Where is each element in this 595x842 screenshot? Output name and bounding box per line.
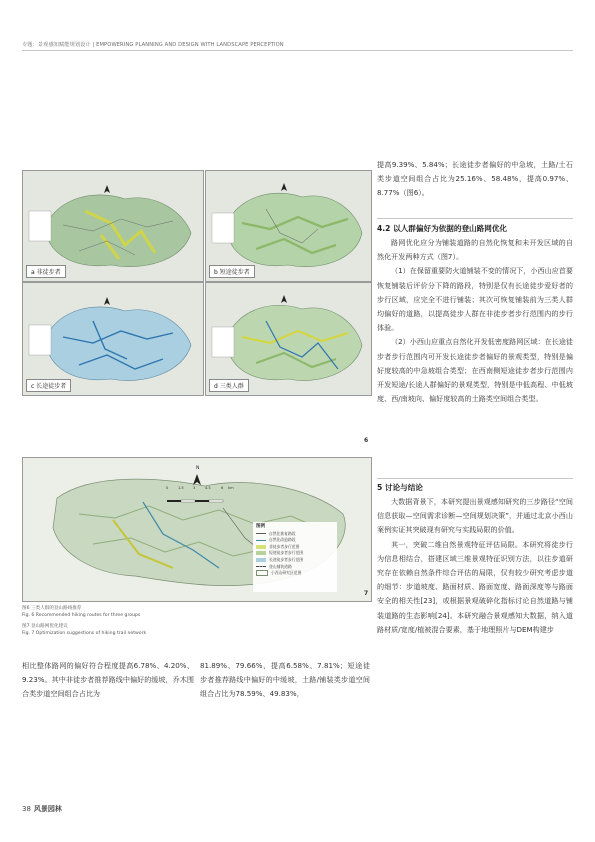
figure-7-number: 7 [364, 590, 369, 597]
fig7-map [22, 457, 372, 602]
legend-item: 自然化恢复路段 [256, 531, 336, 538]
paragraph: 路网优化应分为铺装道路的自然化恢复和未开发区域的自然化开发两种方式（图7）。 [377, 238, 573, 262]
right-text-block-2 [377, 236, 573, 406]
section-heading-4-2: 4.2 以人群偏好为依据的登山路网优化 [377, 224, 508, 233]
section-rule [377, 478, 573, 479]
legend-item: 小西山研究区范围 [256, 570, 336, 577]
scale-tick: 0 [166, 486, 169, 490]
journal-name: 风景园林 [33, 805, 62, 813]
scale-unit: km [228, 486, 234, 490]
paragraph: 提高9.39%、5.84%；长途徒步者偏好的中急坡，土路/土石类步道空间组合占比为25.16%、58.48%，提高0.97%、8.77%（图6）。 [377, 160, 573, 198]
section-heading-5: 5 讨论与结论 [377, 483, 423, 492]
right-text-block-1 [377, 158, 573, 201]
right-text-block-3 [377, 495, 573, 637]
panel-label-a: a 非徒步者 [26, 265, 66, 278]
panel-label-b: b 短途徒步者 [209, 265, 255, 278]
scale-tick: 4.5 [205, 486, 211, 490]
legend-item: 非徒步者步行范围 [256, 544, 336, 551]
paragraph: 大数据背景下，本研究提出景观感知研究的三步路径“空间信息获取—空间需求诊断—空间规划决策”，并通过北京小西山案例实证其突破现有研究与实践局限的价值。 [377, 497, 573, 535]
bottom-left-column [22, 659, 194, 702]
scale-tick: 6 [221, 486, 224, 490]
legend-item: 长途徒步者步行范围 [256, 557, 336, 564]
legend-title: 图例 [256, 524, 266, 529]
caption-fig6-cn: 图6 三类人群的登山路线推荐 [22, 606, 82, 611]
legend-item: 登山铺装道路 [256, 564, 336, 571]
paragraph: （1）在保留重要防火道铺装不变的情况下，小西山应首要恢复铺装后评价分下降的路段，特别是仅有长途徒步爱好者的步行区域，应完全不进行铺装；其次可恢复铺装前为三类人群均偏好的道路，以提高徒步人群在非徒步者步行范围内的步行体验。 [377, 266, 573, 333]
paragraph: 其一，突破二维自然景观特征评估局限。本研究将徒步行为信息相结合，搭建区域三维景观特征识别方法，以往步道研究存在依赖自然条件综合评估的局限，仅有较少研究考虑步道的细节：步道坡度、路面材质、路面宽度、路面深度等与路面安全的相关性[23]，或根据景观破碎化指标讨论自然道路与铺装道路的生态影响[24]。本研究融合景观感知大数据，纳入道路材质/宽度/植被混合要素，基于地理照片与DEM构建步 [377, 539, 573, 634]
paragraph: 81.89%、79.66%，提高6.58%、7.81%；短途徒步者推荐路线中偏好的中缓坡，土路/铺装类步道空间组合占比为78.59%、49.83%， [200, 661, 370, 699]
paragraph: （2）小西山应重点自然化开发低密度路网区域：在长途徒步者步行范围内可开发长途徒步者偏好的景观类型，特别是偏好度较高的中急坡组合类型；在西南侧短途徒步者步行范围内开发短途/长途人群偏好的景观类型，特别是中低高程、中低坡度、西/南坡向、偏好度较高的土路类空间组合类型。 [377, 337, 573, 404]
caption-fig6-en: Fig. 6 Recommended hiking routes for three groups [22, 613, 141, 618]
scale-tick: 3 [193, 486, 196, 490]
scale-bar [166, 486, 246, 494]
section-rule [377, 218, 573, 219]
caption-fig7-cn: 图7 登山路网优化建议 [22, 624, 68, 629]
figure-6-number: 6 [364, 437, 369, 444]
bottom-middle-column [200, 659, 370, 702]
fig7-legend [256, 524, 336, 577]
header-rule [22, 50, 573, 51]
caption-fig7-en: Fig. 7 Optimization suggestions of hiking trail network [22, 631, 147, 636]
north-label: N [196, 466, 200, 471]
scale-tick: 1.5 [178, 486, 184, 490]
fig6-panel-d [205, 282, 372, 396]
page-number: 38 [22, 805, 31, 813]
running-header: 专题：景观感知赋能规划设计 | EMPOWERING PLANNING AND DESIGN WITH LANDSCAPE PERCEPTION [22, 42, 284, 48]
legend-item: 自然化改造路段 [256, 537, 336, 544]
panel-label-d: d 三类人群 [209, 379, 249, 392]
paragraph: 相比整体路网的偏好符合程度提高6.78%、4.20%、9.23%。其中非徒步者推荐路线中偏好的缓坡，乔木围合类步道空间组合占比为 [22, 661, 194, 699]
fig6-panel-b [205, 170, 372, 282]
fig6-panel-a [22, 170, 204, 282]
legend-item: 短途徒步者步行范围 [256, 550, 336, 557]
panel-label-c: c 长途徒步者 [26, 379, 71, 392]
page-footer [22, 804, 62, 814]
fig6-panel-c [22, 282, 204, 396]
